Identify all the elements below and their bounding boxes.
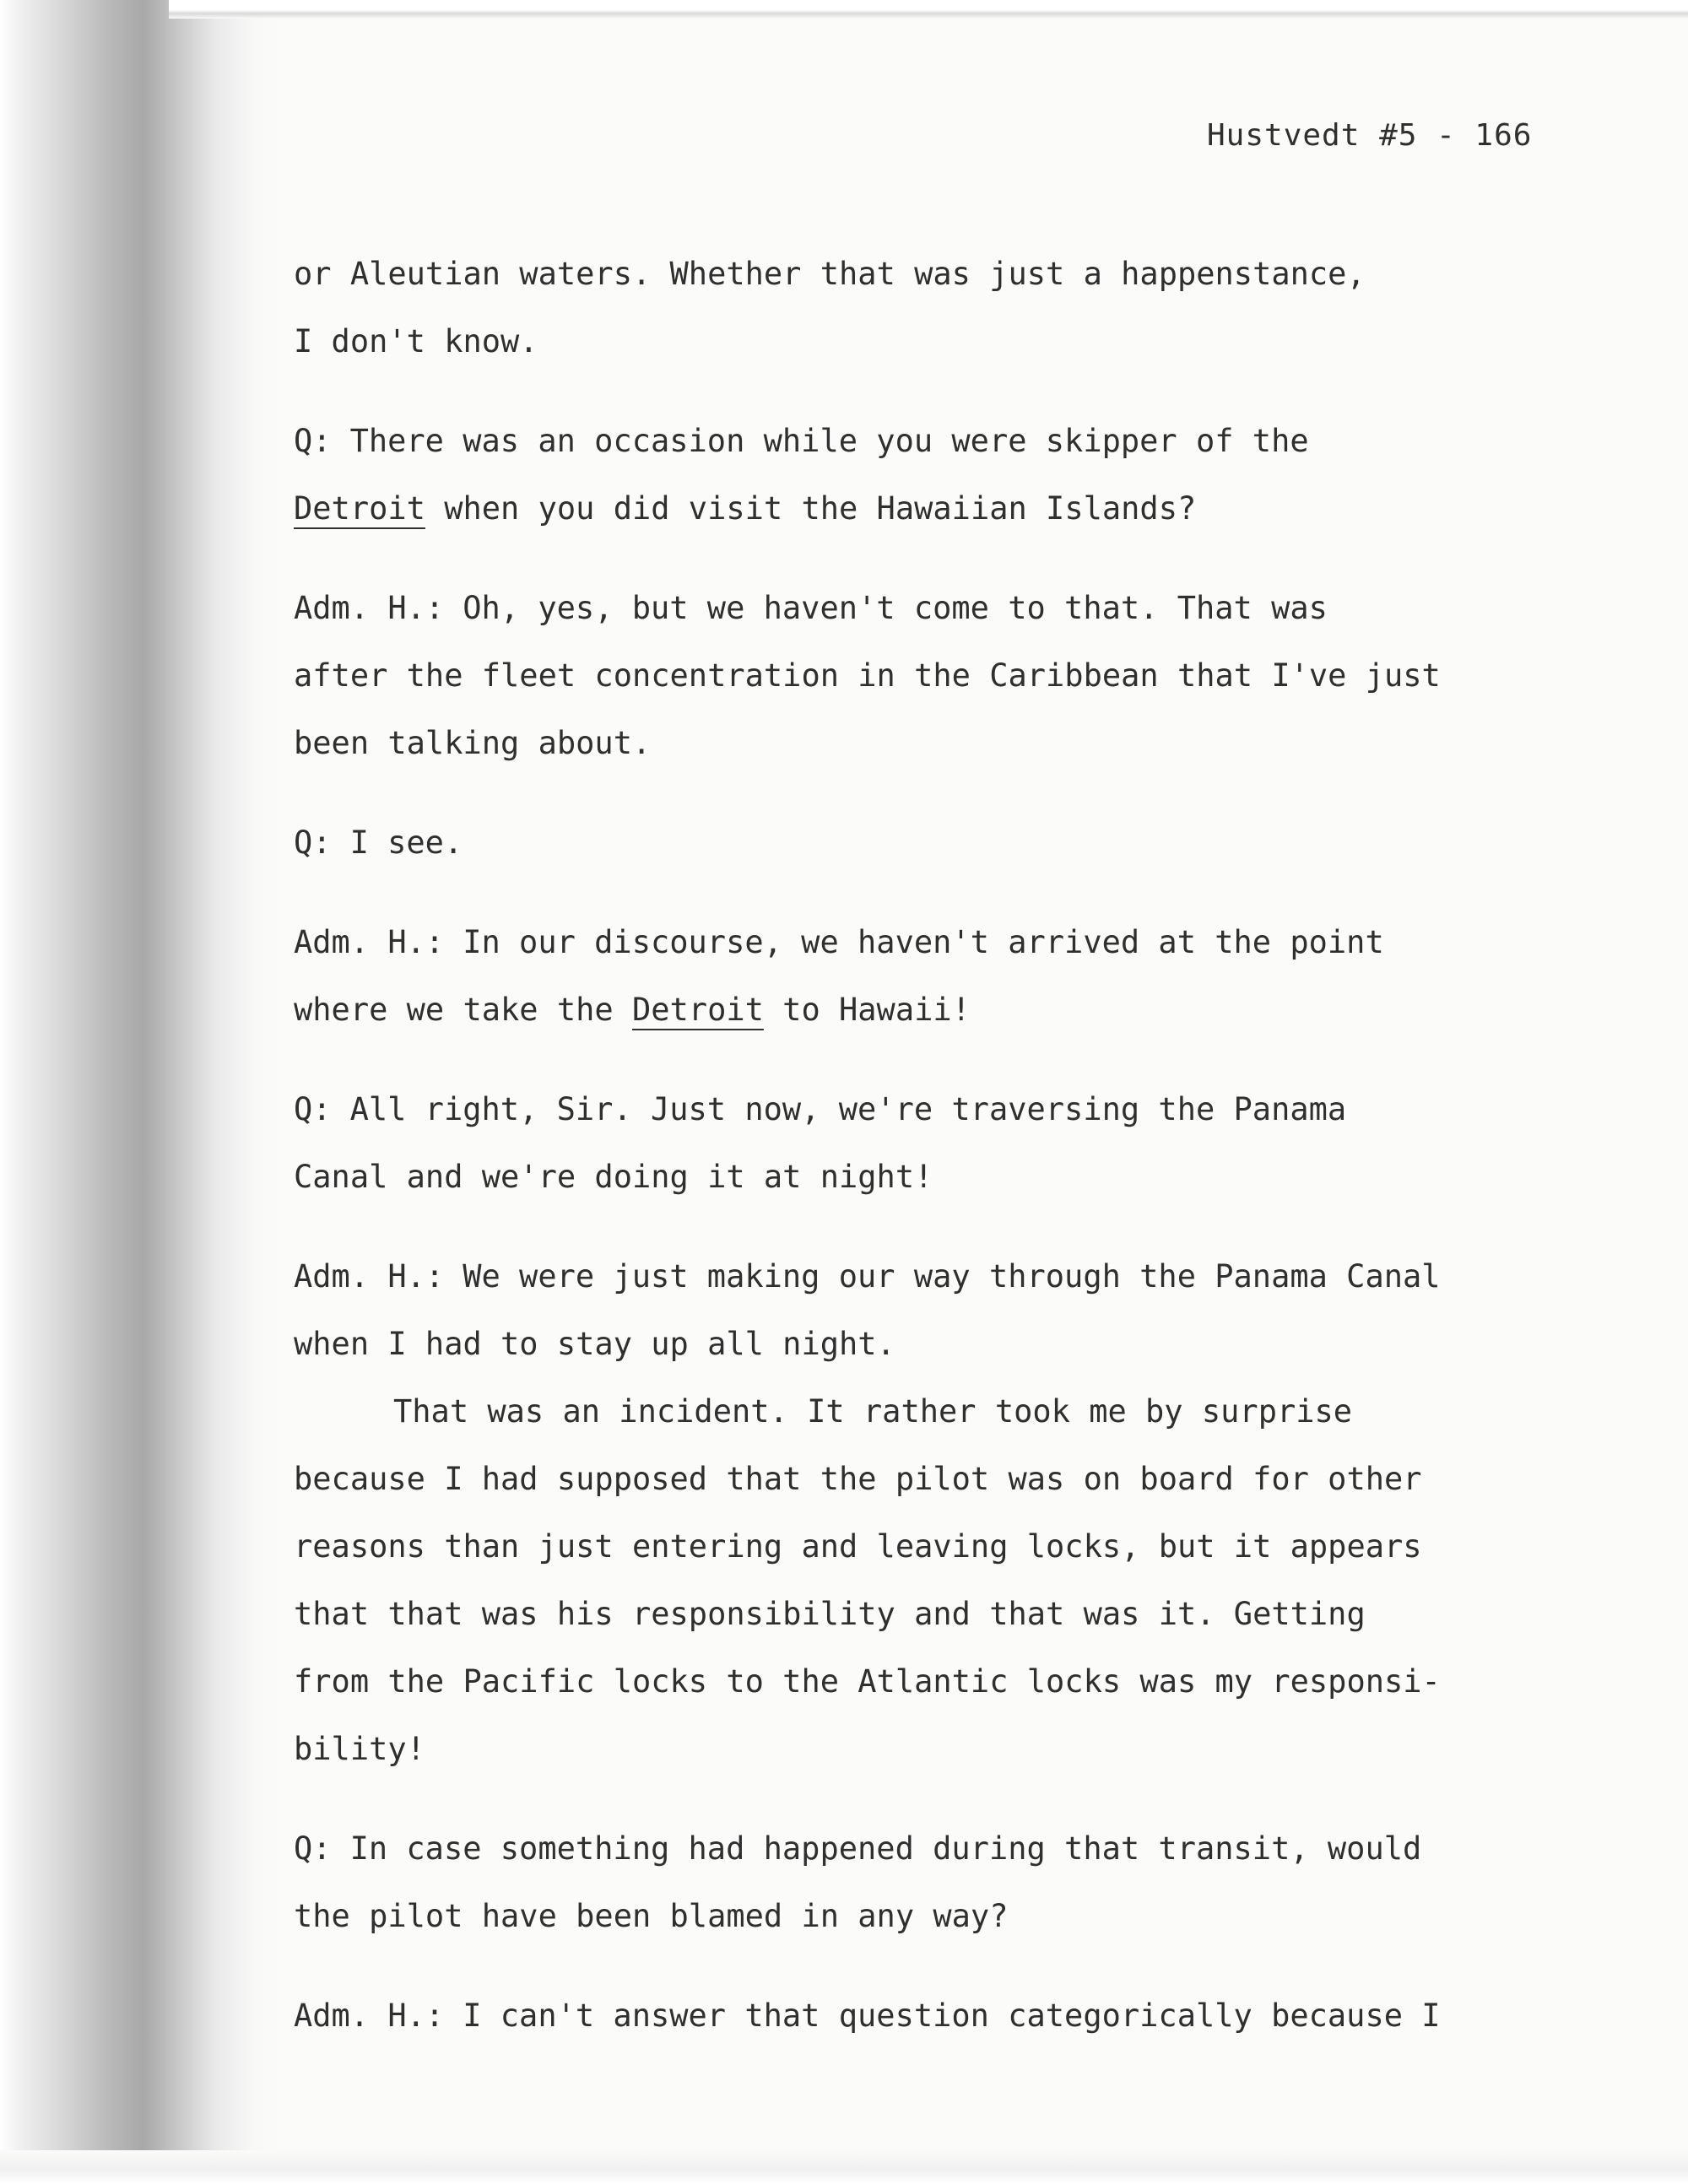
text-line [294,909,1560,976]
transcript-body [294,241,1560,2082]
speaker-label: Adm. H.: [294,1258,445,1295]
text-line [294,1243,1560,1311]
text-span: We were just making our way through the Panama Canal [463,1258,1441,1295]
text-span: Oh, yes, but we haven't come to that. That was [463,590,1328,626]
text-line: been talking about. [294,725,652,761]
text-span: to Hawaii! [763,992,971,1028]
text-line: that that was his responsibility and that was it. Getting [294,1596,1366,1632]
text-line [294,1076,1560,1143]
transcript-paragraph [294,408,1560,543]
text-span: when you did visit the Hawaiian Islands? [425,490,1197,527]
text-line: because I had supposed that the pilot was on board for other [294,1461,1422,1497]
ship-name: Detroit [294,490,425,527]
text-line: I don't know. [294,323,538,359]
text-line [294,408,1560,475]
speaker-label: Q: [294,824,332,861]
text-line: or Aleutian waters. Whether that was just a happenstance, [294,256,1366,292]
transcript-paragraph [294,1982,1560,2050]
transcript-paragraph [294,1815,1560,1950]
transcript-paragraph [294,909,1560,1044]
text-line: when I had to stay up all night. [294,1326,895,1362]
speaker-label: Q: [294,1091,332,1127]
text-span: In case something had happened during that transit, would [349,1830,1422,1867]
text-line: That was an incident. It rather took me by surprise [393,1393,1353,1430]
page-header: Hustvedt #5 - 166 [1207,118,1533,153]
speaker-label: Q: [294,1830,332,1867]
text-span: I can't answer that question categorically because I [463,1997,1441,2034]
text-line [294,976,1560,1044]
page-bottom-edge [0,2150,1688,2184]
transcript-paragraph [294,241,1560,376]
text-line [294,575,1560,642]
page-top-edge [169,0,1688,19]
transcript-paragraph [294,575,1560,777]
text-span: where we take the [294,992,632,1028]
text-line: the pilot have been blamed in any way? [294,1898,1009,1934]
speaker-label: Adm. H.: [294,924,445,960]
text-line: reasons than just entering and leaving locks, but it appears [294,1528,1422,1565]
text-line [294,1982,1560,2050]
text-span: In our discourse, we haven't arrived at the point [463,924,1384,960]
binding-shadow [0,0,279,2184]
ship-name: Detroit [631,992,764,1028]
text-span: There was an occasion while you were skipper of the [349,423,1309,459]
speaker-label: Q: [294,423,332,459]
speaker-label: Adm. H.: [294,1997,445,2034]
text-line [294,475,1560,543]
text-line: bility! [294,1731,425,1767]
text-line: Canal and we're doing it at night! [294,1159,933,1195]
text-line [294,809,1560,877]
text-span: I see. [349,824,463,861]
text-line: from the Pacific locks to the Atlantic locks was my responsi- [294,1663,1441,1700]
text-line: after the fleet concentration in the Caribbean that I've just [294,657,1441,694]
text-line [294,1815,1560,1883]
transcript-paragraph [294,809,1560,877]
transcript-paragraph [294,1243,1560,1783]
text-span: All right, Sir. Just now, we're traversing the Panama [349,1091,1347,1127]
speaker-label: Adm. H.: [294,590,445,626]
transcript-paragraph [294,1076,1560,1211]
